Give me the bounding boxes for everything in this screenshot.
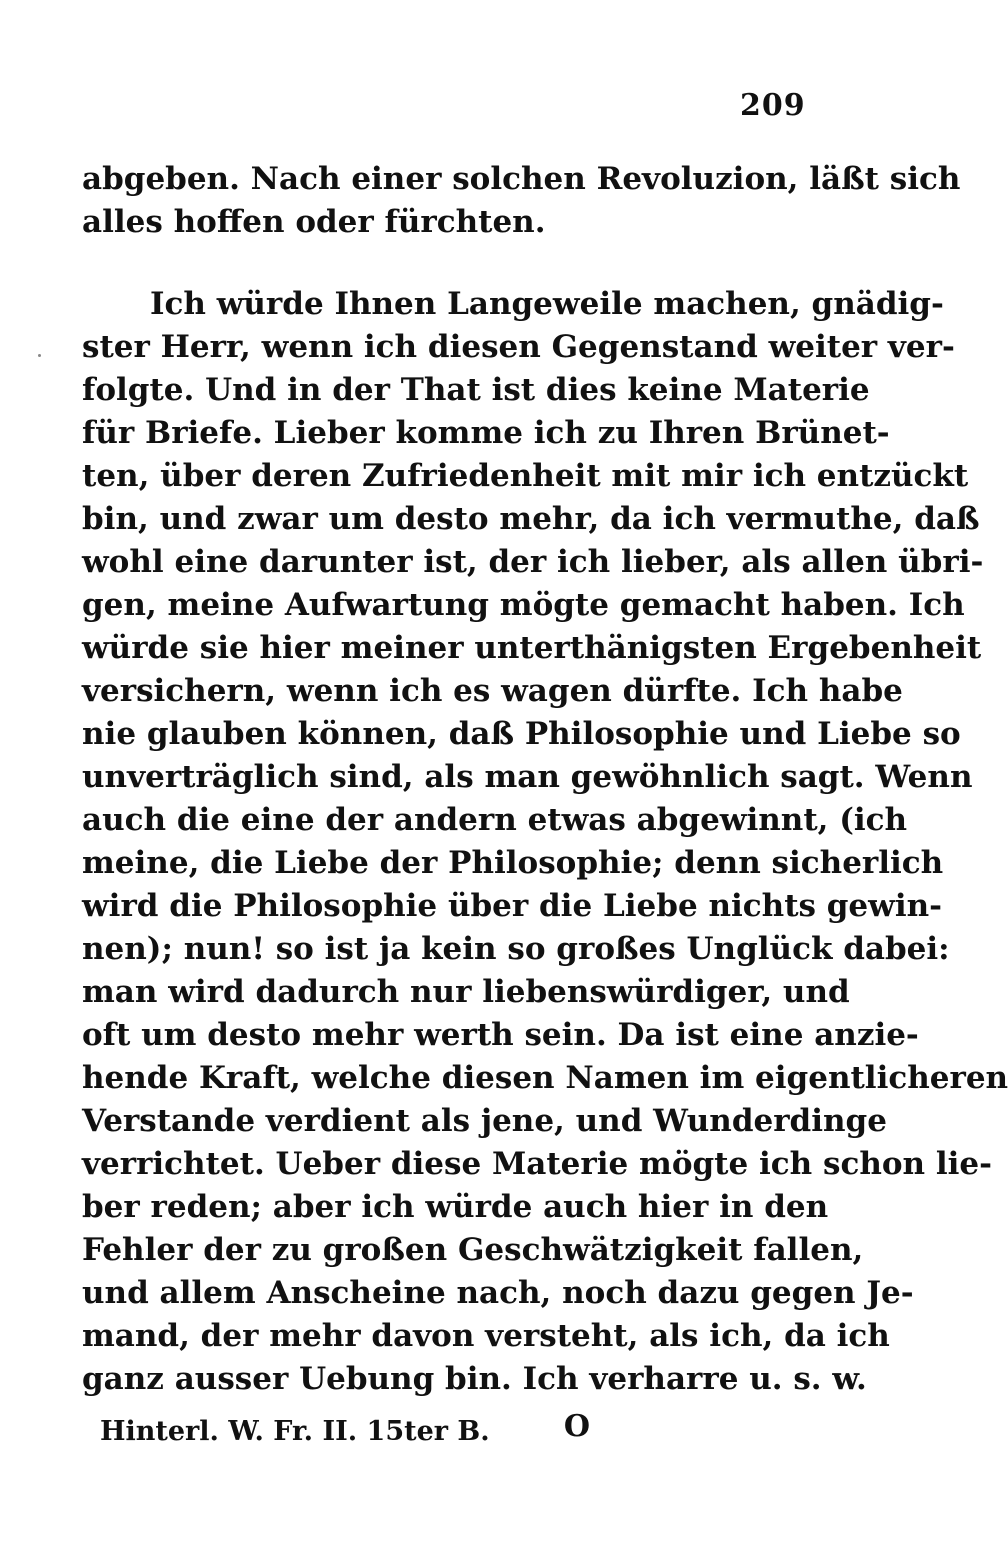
- text-line: verrichtet. Ueber diese Materie mögte ich schon lie-: [82, 1146, 993, 1182]
- text-line: würde sie hier meiner unterthänigsten Ergebenheit: [82, 630, 982, 666]
- text-line: versichern, wenn ich es wagen dürfte. Ich habe: [82, 673, 903, 709]
- main-paragraph: [82, 283, 1008, 1401]
- text-line: auch die eine der andern etwas abgewinnt, (ich: [82, 802, 908, 838]
- text-line: meine, die Liebe der Philosophie; denn sicherlich: [82, 845, 944, 881]
- text-line: ber reden; aber ich würde auch hier in den: [82, 1189, 829, 1225]
- text-line: nen); nun! so ist ja kein so großes Unglück dabei:: [82, 931, 950, 967]
- text-line: oft um desto mehr werth sein. Da ist eine anzie-: [82, 1017, 919, 1053]
- text-line: unverträglich sind, als man gewöhnlich sagt. Wenn: [82, 759, 973, 795]
- text-line: nie glauben können, daß Philosophie und Liebe so: [82, 716, 961, 752]
- text-line: hende Kraft, welche diesen Namen im eigentlicheren: [82, 1060, 1008, 1096]
- text-line: Fehler der zu großen Geschwätzigkeit fallen,: [82, 1232, 864, 1268]
- text-line: Ich würde Ihnen Langeweile machen, gnädig-: [150, 286, 944, 322]
- text-line: für Briefe. Lieber komme ich zu Ihren Brünet-: [82, 415, 890, 451]
- text-line: bin, und zwar um desto mehr, da ich vermuthe, daß: [82, 501, 980, 537]
- text-line: alles hoffen oder fürchten.: [82, 204, 546, 240]
- page-number: 209: [740, 88, 806, 123]
- intro-text: [82, 158, 961, 244]
- margin-dot: [38, 354, 41, 357]
- text-line: folgte. Und in der That ist dies keine Materie: [82, 372, 870, 408]
- text-line: wird die Philosophie über die Liebe nichts gewin-: [82, 888, 943, 924]
- text-line: abgeben. Nach einer solchen Revoluzion, läßt sich: [82, 161, 961, 197]
- signature-line: Hinterl. W. Fr. II. 15ter B.: [100, 1416, 490, 1447]
- text-line: ten, über deren Zufriedenheit mit mir ich entzückt: [82, 458, 969, 494]
- text-line: man wird dadurch nur liebenswürdiger, und: [82, 974, 850, 1010]
- text-line: ganz ausser Uebung bin. Ich verharre u. s. w.: [82, 1361, 867, 1397]
- text-line: ster Herr, wenn ich diesen Gegenstand weiter ver-: [82, 329, 955, 365]
- text-line: wohl eine darunter ist, der ich lieber, als allen übri-: [82, 544, 984, 580]
- text-line: Verstande verdient als jene, und Wunderdinge: [82, 1103, 887, 1139]
- signature-mark: O: [563, 1409, 591, 1444]
- text-line: gen, meine Aufwartung mögte gemacht haben. Ich: [82, 587, 965, 623]
- text-line: und allem Anscheine nach, noch dazu gegen Je-: [82, 1275, 914, 1311]
- text-line: mand, der mehr davon versteht, als ich, da ich: [82, 1318, 890, 1354]
